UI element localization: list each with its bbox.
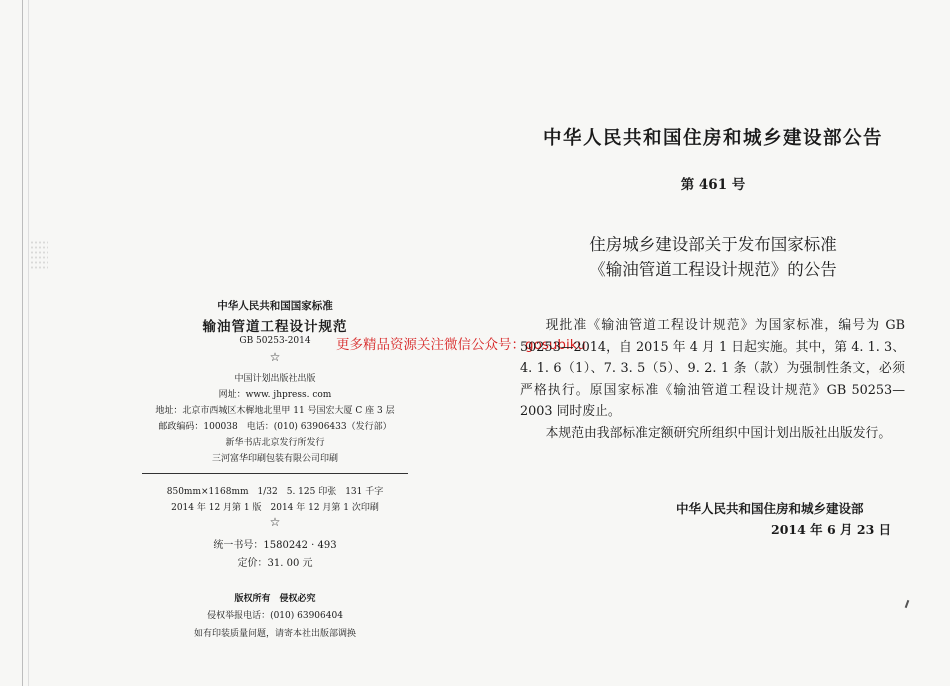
announcement-body <box>520 315 905 445</box>
star-icon: ☆ <box>269 515 281 529</box>
scan-speck <box>905 600 910 608</box>
colophon-website: 网址：www. jhpress. com <box>218 390 332 400</box>
colophon-quality-notice: 如有印装质量问题，请寄本社出版部调换 <box>193 629 356 639</box>
watermark-text: 更多精品资源关注微信公众号：gosubiku <box>336 337 586 353</box>
star-icon: ☆ <box>269 350 281 364</box>
announcement-issuer: 中华人民共和国住房和城乡建设部 <box>676 501 864 516</box>
announcement-title: 中华人民共和国住房和城乡建设部公告 <box>542 128 883 149</box>
announcement-paragraph: 现批准《输油管道工程设计规范》为国家标准，编号为 GB 50253—2014，自 2015 年 4 月 1 日起实施。其中，第 4. 1. 3、4. 1. 6（1）、7. 3. 5（5）、9. 2. 1 条（款）为强制性条文，必须严格执行。原国家标准《输油管道工程设计规范》GB 50253—2003 同时废止。 <box>520 318 905 420</box>
colophon-address: 地址：北京市西城区木樨地北里甲 11 号国宏大厦 C 座 3 层 <box>155 406 395 416</box>
colophon-hotline: 侵权举报电话：(010) 63906404 <box>207 611 343 621</box>
announcement-subtitle-line1: 住房城乡建设部关于发布国家标准 <box>589 235 837 254</box>
colophon-book-number: 统一书号：1580242 · 493 <box>213 540 337 551</box>
scan-noise <box>30 240 48 270</box>
colophon-standard-code: GB 50253-2014 <box>239 336 311 346</box>
announcement-date: 2014 年 6 月 23 日 <box>771 522 892 537</box>
colophon-format-spec: 850mm×1168mm 1/32 5. 125 印张 131 千字 <box>166 487 384 497</box>
colophon-publisher: 中国计划出版社出版 <box>234 374 316 384</box>
scan-edge-line-inner <box>28 0 29 686</box>
colophon-edition: 2014 年 12 月第 1 版 2014 年 12 月第 1 次印刷 <box>171 503 379 513</box>
colophon-price: 定价：31. 00 元 <box>237 558 313 569</box>
colophon-rights: 版权所有 侵权必究 <box>234 594 316 604</box>
colophon-printer: 三河富华印刷包装有限公司印刷 <box>211 454 338 464</box>
colophon-divider <box>142 473 408 474</box>
colophon-distributor: 新华书店北京发行所发行 <box>225 438 325 448</box>
colophon-series: 中华人民共和国国家标准 <box>217 300 333 312</box>
announcement-paragraph: 本规范由我部标准定额研究所组织中国计划出版社出版发行。 <box>545 425 892 441</box>
announcement-subtitle-line2: 《输油管道工程设计规范》的公告 <box>589 260 837 279</box>
colophon-postal-phone: 邮政编码：100038 电话：(010) 63906433（发行部） <box>158 422 392 432</box>
announcement-number: 第 461 号 <box>680 177 746 193</box>
scan-edge-line <box>22 0 23 686</box>
colophon-title: 输油管道工程设计规范 <box>202 319 348 335</box>
